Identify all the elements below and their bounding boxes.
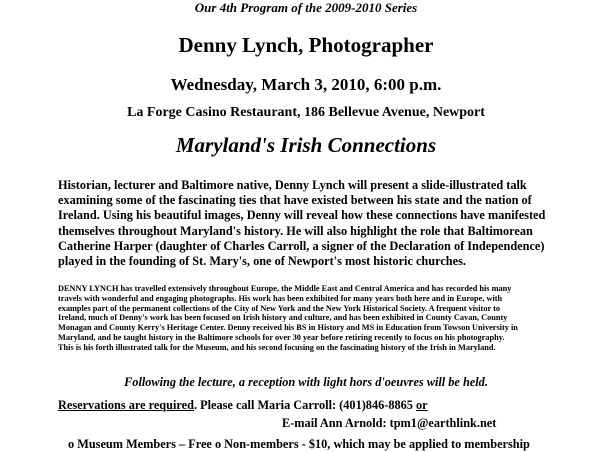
event-description <box>58 178 598 269</box>
pricing-options: o Museum Members – Free o Non-members - $10, which may be applied to membership <box>68 437 530 451</box>
event-datetime: Wednesday, March 3, 2010, 6:00 p.m. <box>170 75 442 94</box>
description-line: Historian, lecturer and Baltimore native, Denny Lynch will present a slide-illustrated talk <box>58 178 527 192</box>
series-heading: Our 4th Program of the 2009-2010 Series <box>194 0 418 15</box>
bio-line: This is his forth illustrated talk for the Museum, and his second focusing on the fascinating history of the Irish in Maryland. <box>58 342 496 352</box>
reservations-phone-text: . Please call Maria Carroll: (401)846-8865 <box>193 398 417 412</box>
bio-line: examples part of the permanent collections of the City of New York and the New York Historical Society. A frequent visitor to <box>58 303 500 313</box>
reservations-or-label: or <box>416 398 428 412</box>
bio-line: DENNY LYNCH has travelled extensively throughout Europe, the Middle East and Central America and has recorded his many <box>58 284 512 293</box>
bio-line: travels with wonderful and engaging photographs. His work has been exhibited for many years both here and in Europe, with <box>58 293 503 303</box>
description-line: examining some of the fascinating ties that have existed between his state and the nation of <box>58 193 532 208</box>
description-line: Catherine Harper (daughter of Charles Carroll, a signer of the Declaration of Independence) <box>58 238 545 253</box>
bio-line: Ireland, much of Denny's work has been focused on Irish history and culture, and has been exhibited in County Cavan, County <box>58 313 508 323</box>
reception-note: Following the lecture, a reception with light hors d'oeuvres will be held. <box>124 375 488 389</box>
talk-title: Maryland's Irish Connections <box>175 133 437 157</box>
speaker-name: Denny Lynch, Photographer <box>178 33 434 57</box>
reservations-required-label: Reservations are required <box>58 398 194 412</box>
reservations-email-line: E-mail Ann Arnold: tpm1@earthlink.net <box>282 416 497 430</box>
reservations-line <box>58 398 428 413</box>
description-line: played in the founding of St. Mary's, one of Newport's most historic churches. <box>58 254 466 269</box>
event-venue: La Forge Casino Restaurant, 186 Bellevue Avenue, Newport <box>127 105 485 120</box>
bio-line: Maryland, and he taught history in the Baltimore schools for over 30 year before retiring recently to focus on his photography. <box>58 332 505 342</box>
bio-line: Monagan and County Kerry's Heritage Center. Denny received his BS in History and MS in Education from Towson University in <box>58 323 518 332</box>
description-line: Ireland. Using his beautiful images, Denny will reveal how these connections have manifested <box>58 208 546 223</box>
description-line: themselves throughout Maryland's history. He will also highlight the role that Baltimorean <box>58 223 533 238</box>
speaker-bio <box>58 284 598 352</box>
